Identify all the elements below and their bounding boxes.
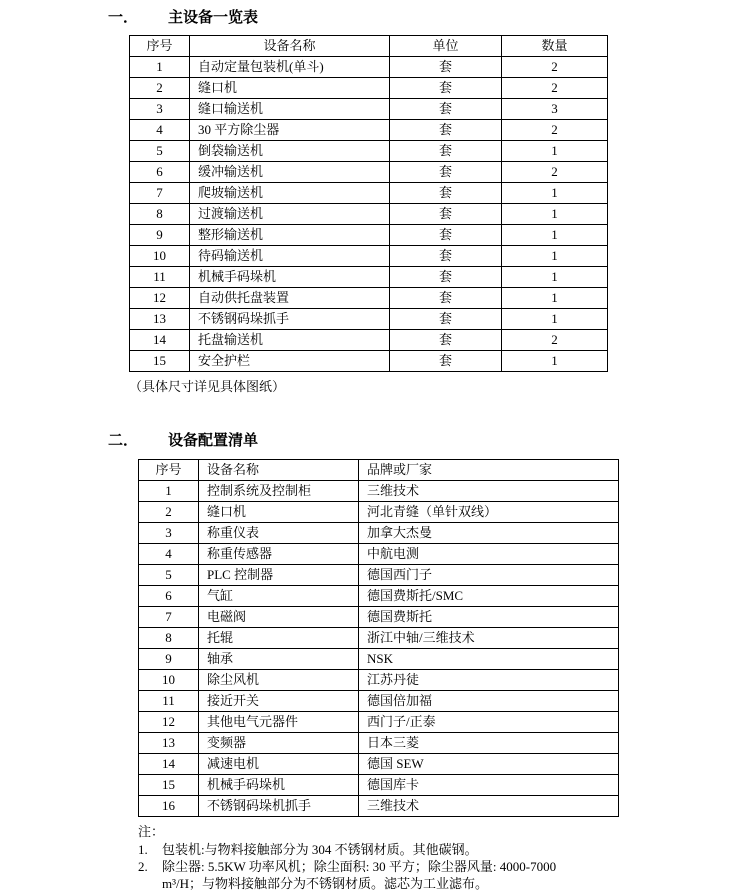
cell-name: 变频器 (199, 733, 359, 754)
cell-name: 接近开关 (199, 691, 359, 712)
table-row (130, 99, 608, 120)
cell-seq: 12 (130, 288, 190, 309)
cell-seq: 15 (139, 775, 199, 796)
cell-brand: 德国费斯托 (359, 607, 619, 628)
cell-seq: 8 (139, 628, 199, 649)
section-title: 设备配置清单 (168, 433, 259, 449)
cell-name: 缓冲输送机 (190, 162, 390, 183)
notes-title: 注： (138, 824, 165, 839)
cell-brand: NSK (359, 649, 619, 670)
table-row (130, 246, 608, 267)
table-row (130, 204, 608, 225)
cell-qty: 1 (502, 141, 608, 162)
table-row (130, 330, 608, 351)
cell-name: 控制系统及控制柜 (199, 481, 359, 502)
cell-unit: 套 (390, 120, 502, 141)
cell-brand: 中航电测 (359, 544, 619, 565)
cell-name: 自动供托盘装置 (190, 288, 390, 309)
cell-unit: 套 (390, 204, 502, 225)
table-row (130, 78, 608, 99)
table-row (139, 481, 619, 502)
table-row (139, 670, 619, 691)
cell-name: 不锈钢码垛抓手 (190, 309, 390, 330)
section-title: 主设备一览表 (168, 10, 259, 26)
cell-seq: 16 (139, 796, 199, 817)
cell-qty: 1 (502, 225, 608, 246)
cell-brand: 三维技术 (359, 481, 619, 502)
cell-seq: 5 (130, 141, 190, 162)
cell-unit: 套 (390, 225, 502, 246)
cell-seq: 6 (130, 162, 190, 183)
cell-brand: 江苏丹徒 (359, 670, 619, 691)
cell-brand: 德国西门子 (359, 565, 619, 586)
section-number: 一． (108, 10, 139, 26)
table-row (139, 523, 619, 544)
cell-name: 自动定量包装机(单斗) (190, 57, 390, 78)
cell-brand: 日本三菱 (359, 733, 619, 754)
table-row (139, 691, 619, 712)
table-row (139, 544, 619, 565)
cell-name: 机械手码垛机 (199, 775, 359, 796)
cell-name: PLC 控制器 (199, 565, 359, 586)
column-header-qty: 数量 (502, 36, 608, 57)
cell-seq: 1 (130, 57, 190, 78)
note-text: 除尘器: 5.5KW 功率风机；除尘面积: 30 平方；除尘器风量: 4000-7000 (162, 859, 557, 874)
table-row (139, 607, 619, 628)
note-text: m³/H；与物料接触部分为不锈钢材质。滤芯为工业滤布。 (162, 876, 489, 891)
cell-unit: 套 (390, 162, 502, 183)
table-row (130, 225, 608, 246)
table-row (130, 57, 608, 78)
cell-name: 称重仪表 (199, 523, 359, 544)
cell-seq: 5 (139, 565, 199, 586)
cell-qty: 1 (502, 267, 608, 288)
table-row (139, 712, 619, 733)
table-row (139, 565, 619, 586)
cell-seq: 13 (139, 733, 199, 754)
cell-qty: 1 (502, 246, 608, 267)
cell-name: 托盘输送机 (190, 330, 390, 351)
column-header-unit: 单位 (390, 36, 502, 57)
cell-name: 托辊 (199, 628, 359, 649)
cell-unit: 套 (390, 141, 502, 162)
table-header-row (130, 36, 608, 57)
cell-name: 爬坡输送机 (190, 183, 390, 204)
section-heading-config-list (108, 429, 735, 450)
cell-name: 30 平方除尘器 (190, 120, 390, 141)
cell-seq: 7 (130, 183, 190, 204)
table-row (139, 775, 619, 796)
cell-seq: 4 (130, 120, 190, 141)
cell-name: 整形输送机 (190, 225, 390, 246)
note-item (138, 858, 735, 875)
main-equipment-table (129, 35, 608, 372)
cell-seq: 6 (139, 586, 199, 607)
cell-seq: 13 (130, 309, 190, 330)
cell-name: 其他电气元器件 (199, 712, 359, 733)
column-header-seq: 序号 (139, 460, 199, 481)
table-row (139, 733, 619, 754)
cell-seq: 4 (139, 544, 199, 565)
table-row (139, 502, 619, 523)
cell-unit: 套 (390, 99, 502, 120)
table-row (139, 796, 619, 817)
cell-unit: 套 (390, 351, 502, 372)
table-row (130, 141, 608, 162)
cell-seq: 8 (130, 204, 190, 225)
cell-unit: 套 (390, 330, 502, 351)
cell-seq: 9 (139, 649, 199, 670)
cell-qty: 2 (502, 57, 608, 78)
cell-unit: 套 (390, 309, 502, 330)
cell-seq: 10 (139, 670, 199, 691)
cell-unit: 套 (390, 183, 502, 204)
cell-seq: 11 (139, 691, 199, 712)
cell-qty: 2 (502, 120, 608, 141)
table-row (130, 183, 608, 204)
table-row (130, 162, 608, 183)
cell-qty: 1 (502, 183, 608, 204)
cell-name: 待码输送机 (190, 246, 390, 267)
cell-brand: 河北青缝（单针双线） (359, 502, 619, 523)
note-marker: 2. (138, 859, 148, 874)
table-row (139, 649, 619, 670)
cell-qty: 2 (502, 162, 608, 183)
note-marker: 1. (138, 842, 148, 857)
table-row (139, 586, 619, 607)
table-row (139, 628, 619, 649)
cell-qty: 2 (502, 78, 608, 99)
table-row (130, 309, 608, 330)
cell-qty: 1 (502, 204, 608, 225)
cell-qty: 1 (502, 309, 608, 330)
cell-name: 缝口机 (199, 502, 359, 523)
cell-brand: 德国 SEW (359, 754, 619, 775)
notes-block (138, 823, 735, 892)
cell-unit: 套 (390, 288, 502, 309)
cell-seq: 11 (130, 267, 190, 288)
cell-qty: 2 (502, 330, 608, 351)
section-number: 二． (108, 433, 139, 449)
cell-name: 轴承 (199, 649, 359, 670)
cell-seq: 14 (130, 330, 190, 351)
cell-seq: 2 (139, 502, 199, 523)
column-header-name: 设备名称 (190, 36, 390, 57)
cell-name: 过渡输送机 (190, 204, 390, 225)
cell-unit: 套 (390, 57, 502, 78)
cell-brand: 三维技术 (359, 796, 619, 817)
section-heading-main-equipment (108, 0, 735, 27)
cell-qty: 3 (502, 99, 608, 120)
cell-seq: 1 (139, 481, 199, 502)
cell-seq: 7 (139, 607, 199, 628)
note-item (138, 841, 735, 858)
column-header-seq: 序号 (130, 36, 190, 57)
cell-brand: 德国库卡 (359, 775, 619, 796)
cell-seq: 10 (130, 246, 190, 267)
cell-seq: 9 (130, 225, 190, 246)
column-header-brand: 品牌或厂家 (359, 460, 619, 481)
cell-name: 称重传感器 (199, 544, 359, 565)
cell-name: 机械手码垛机 (190, 267, 390, 288)
cell-seq: 3 (130, 99, 190, 120)
main-equipment-note: （具体尺寸详见具体图纸） (129, 379, 286, 394)
cell-unit: 套 (390, 246, 502, 267)
cell-seq: 14 (139, 754, 199, 775)
cell-name: 不锈钢码垛机抓手 (199, 796, 359, 817)
cell-brand: 加拿大杰曼 (359, 523, 619, 544)
cell-name: 气缸 (199, 586, 359, 607)
cell-seq: 12 (139, 712, 199, 733)
table-row (130, 288, 608, 309)
cell-seq: 15 (130, 351, 190, 372)
table-row (139, 754, 619, 775)
cell-seq: 3 (139, 523, 199, 544)
cell-name: 缝口输送机 (190, 99, 390, 120)
cell-brand: 德国费斯托/SMC (359, 586, 619, 607)
cell-name: 倒袋输送机 (190, 141, 390, 162)
cell-name: 安全护栏 (190, 351, 390, 372)
cell-name: 除尘风机 (199, 670, 359, 691)
table-row (130, 120, 608, 141)
config-list-table (138, 459, 619, 817)
cell-brand: 德国倍加福 (359, 691, 619, 712)
column-header-name: 设备名称 (199, 460, 359, 481)
cell-brand: 浙江中轴/三维技术 (359, 628, 619, 649)
cell-seq: 2 (130, 78, 190, 99)
table-row (130, 267, 608, 288)
cell-unit: 套 (390, 267, 502, 288)
cell-name: 电磁阀 (199, 607, 359, 628)
table-header-row (139, 460, 619, 481)
cell-unit: 套 (390, 78, 502, 99)
note-text: 包装机:与物料接触部分为 304 不锈钢材质。其他碳钢。 (162, 842, 478, 857)
cell-name: 缝口机 (190, 78, 390, 99)
table-row (130, 351, 608, 372)
cell-qty: 1 (502, 288, 608, 309)
cell-qty: 1 (502, 351, 608, 372)
cell-name: 减速电机 (199, 754, 359, 775)
cell-brand: 西门子/正泰 (359, 712, 619, 733)
note-item-continuation (138, 875, 735, 892)
